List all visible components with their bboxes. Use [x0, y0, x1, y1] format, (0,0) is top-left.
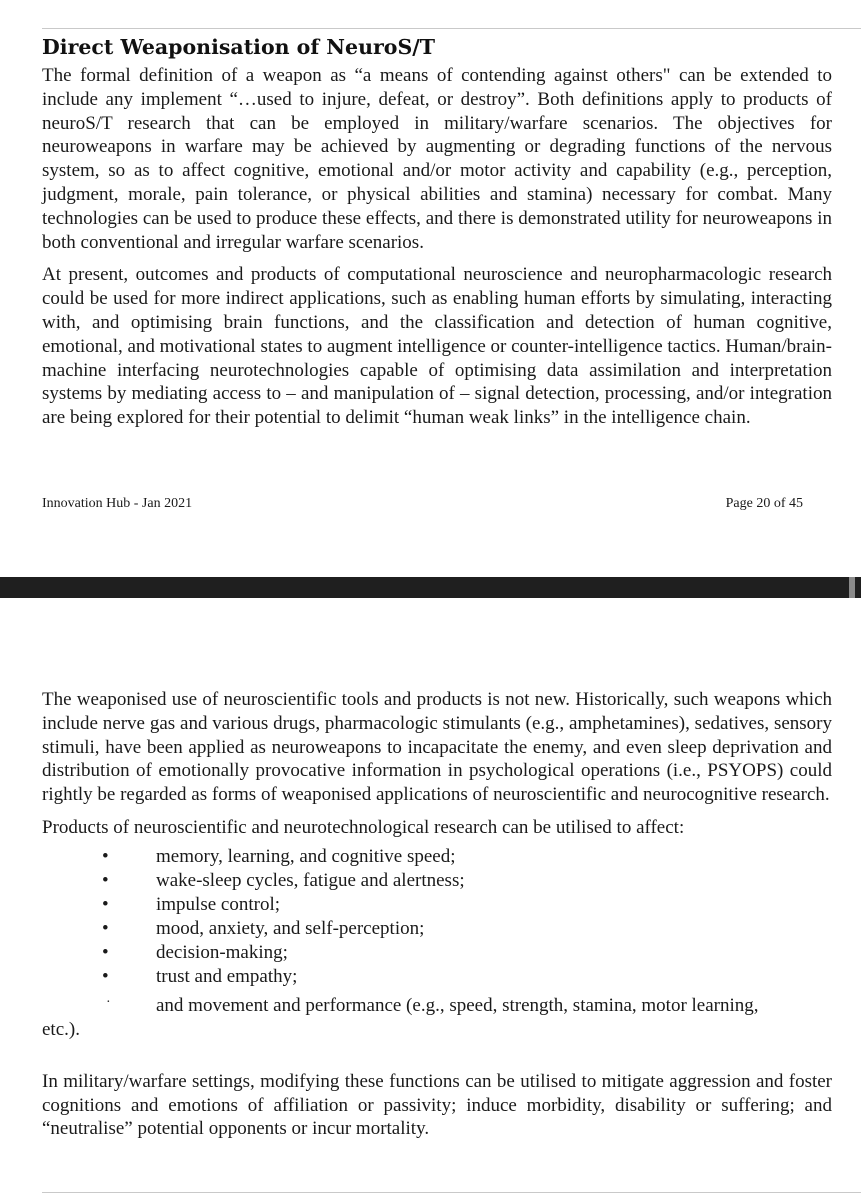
bullet-icon: • — [102, 869, 109, 891]
page-divider-bar — [0, 577, 861, 598]
paragraph-military-settings: In military/warfare settings, modifying these functions can be utilised to mitigate aggression and foster cognitions and emotions of affiliation or passivity; induce morbidity, disability or suffering; and “neutralise” potential opponents or incur mortality. — [42, 1070, 832, 1140]
bullet-icon: • — [102, 845, 109, 867]
bullet-icon: • — [102, 965, 109, 987]
top-rule — [42, 28, 861, 29]
paragraph-list-intro: Products of neuroscientific and neurotechnological research can be utilised to affect: — [42, 816, 685, 838]
section-heading: Direct Weaponisation of NeuroS/T — [42, 35, 436, 59]
effects-list — [42, 845, 832, 989]
bottom-rule — [42, 1192, 861, 1193]
paragraph-indirect-applications: At present, outcomes and products of computational neuroscience and neuropharmacologic research could be used for more indirect applications, such as enabling human efforts by simulating, interacting with, and optimising brain functions, and the classification and detection of human cognitive, emotional, and motivational states to augment intelligence or counter-intelligence tactics. Human/brain-machine interfacing neurotechnologies capable of optimising data assimilation and interpretation systems by mediating access to – and manipulation of – signal detection, processing, and/or integration are being explored for their potential to delimit “human weak links” in the intelligence chain. — [42, 264, 832, 429]
paragraph-weapon-definition: The formal definition of a weapon as “a means of contending against others" can be extended to include any implement “…used to injure, defeat, or destroy”. Both definitions apply to products of neuroS/T research that can be employed in military/warfare scenarios. The objectives for neuroweapons in warfare may be achieved by augmenting or degrading functions of the nervous system, so as to affect cognitive, emotional and/or motor activity and capability (e.g., perception, judgment, morale, pain tolerance, or physical abilities and stamina) necessary for combat. Many technologies can be used to produce these effects, and there is demonstrated utility for neuroweapons in both conventional and irregular warfare scenarios. — [42, 65, 832, 253]
bullet-icon: • — [102, 893, 109, 915]
list-item: • trust and empathy; — [102, 965, 298, 987]
footer-page-number: Page 20 of 45 — [725, 496, 803, 511]
list-item: • memory, learning, and cognitive speed; — [102, 845, 456, 867]
document-page-21 — [42, 688, 832, 1141]
list-item: • wake-sleep cycles, fatigue and alertness; — [102, 869, 465, 891]
footer-source: Innovation Hub - Jan 2021 — [42, 496, 193, 511]
list-item: • decision-making; — [102, 941, 288, 963]
small-dot-icon: · — [106, 994, 111, 1010]
list-item: • mood, anxiety, and self-perception; — [102, 917, 425, 939]
list-item-movement: · and movement and performance (e.g., speed, strength, stamina, motor learning, etc.). — [42, 994, 832, 1042]
bullet-icon: • — [102, 917, 109, 939]
scrollbar-thumb[interactable] — [849, 577, 855, 598]
bullet-icon: • — [102, 941, 109, 963]
paragraph-history: The weaponised use of neuroscientific tools and products is not new. Historically, such weapons which include nerve gas and various drugs, pharmacologic stimulants (e.g., amphetamines), sedatives, sensory stimuli, have been applied as neuroweapons to incapacitate the enemy, and even sleep deprivation and distribution of emotionally provocative information in psychological operations (i.e., PSYOPS) could rightly be regarded as forms of weaponised applications of neuroscientific and neurocognitive research. — [42, 689, 832, 806]
list-item: • impulse control; — [102, 893, 281, 915]
document-page-20 — [42, 32, 832, 430]
